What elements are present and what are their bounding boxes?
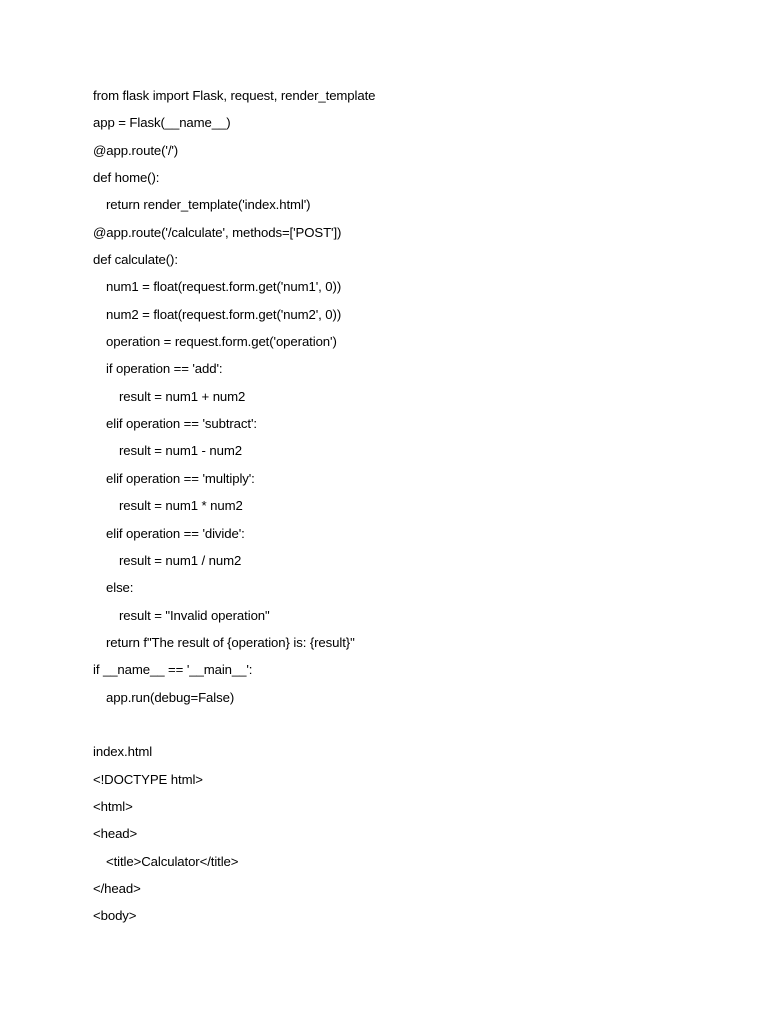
document-body [93,86,708,934]
code-line: @app.route('/calculate', methods=['POST']) [93,224,342,240]
code-line: @app.route('/') [93,142,179,158]
code-line: index.html [93,744,153,760]
code-line: app = Flask(__name__) [93,115,231,131]
code-line: return render_template('index.html') [106,197,311,213]
code-line: app.run(debug=False) [106,689,235,705]
code-line: operation = request.form.get('operation') [106,334,337,350]
code-line: <body> [93,908,137,924]
code-line: <html> [93,798,133,814]
code-line: def calculate(): [93,252,178,268]
code-line: elif operation == 'divide': [106,525,245,541]
code-line: elif operation == 'subtract': [106,416,257,432]
code-line: else: [106,580,134,596]
code-line: <head> [93,826,138,842]
code-line: num2 = float(request.form.get('num2', 0)) [106,306,342,322]
code-line: num1 = float(request.form.get('num1', 0)) [106,279,342,295]
code-line: </head> [93,880,141,896]
code-line: result = num1 - num2 [119,443,242,459]
code-line: elif operation == 'multiply': [106,470,255,486]
code-line: def home(): [93,170,160,186]
blank-line [93,715,708,742]
code-line: result = "Invalid operation" [119,607,270,623]
code-line: result = num1 / num2 [119,552,242,568]
code-line: result = num1 + num2 [119,388,246,404]
code-line: <title>Calculator</title> [106,853,239,869]
code-line: if __name__ == '__main__': [93,662,253,678]
code-line: from flask import Flask, request, render_template [93,88,376,103]
code-line: result = num1 * num2 [119,498,243,514]
code-line: if operation == 'add': [106,361,223,377]
code-line: return f"The result of {operation} is: {result}" [106,634,355,650]
code-line: <!DOCTYPE html> [93,771,203,787]
